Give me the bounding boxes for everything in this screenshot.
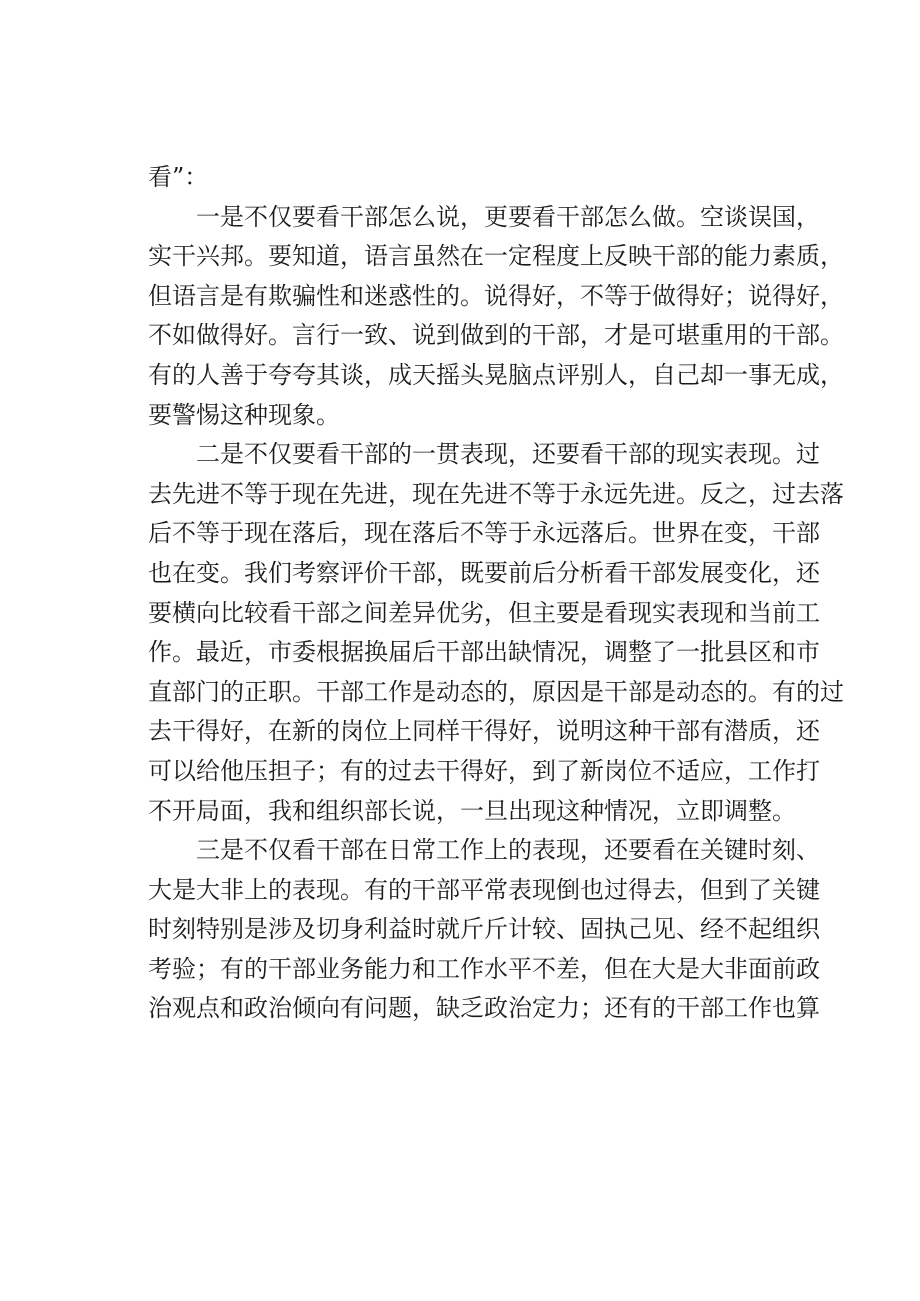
- text-line: 二是不仅要看干部的一贯表现，还要看干部的现实表现。过: [196, 440, 820, 469]
- text-line: 后不等于现在落后，现在落后不等于永远落后。世界在变，干部: [148, 519, 820, 548]
- text-line: 去干得好，在新的岗位上同样干得好，说明这种干部有潜质，还: [148, 717, 820, 746]
- text-line: 治观点和政治倾向有问题，缺乏政治定力；还有的干部工作也算: [148, 994, 820, 1023]
- paragraph-one: [148, 198, 844, 436]
- text-line: 看”：: [148, 163, 209, 191]
- text-line: 作。最近，市委根据换届后干部出缺情况，调整了一批县区和市: [148, 638, 820, 667]
- text-line: 可以给他压担子；有的过去干得好，到了新岗位不适应，工作打: [148, 756, 820, 785]
- text-line: 也在变。我们考察评价干部，既要前后分析看干部发展变化，还: [148, 558, 820, 587]
- text-line: 但语言是有欺骗性和迷惑性的。说得好，不等于做得好；说得好，: [148, 281, 844, 310]
- document-body: [148, 158, 844, 1029]
- text-line: 时刻特别是涉及切身利益时就斤斤计较、固执己见、经不起组织: [148, 915, 820, 944]
- text-line: 要警惕这种现象。: [148, 400, 340, 429]
- text-line: 直部门的正职。干部工作是动态的，原因是干部是动态的。有的过: [148, 677, 844, 706]
- text-line: 不开局面，我和组织部长说，一旦出现这种情况，立即调整。: [148, 796, 796, 825]
- paragraph-two: [148, 435, 844, 831]
- text-line: 不如做得好。言行一致、说到做到的干部，才是可堪重用的干部。: [148, 321, 844, 350]
- text-line: 三是不仅看干部在日常工作上的表现，还要看在关键时刻、: [196, 836, 820, 865]
- paragraph-three: [148, 831, 820, 1029]
- text-line: 去先进不等于现在先进，现在先进不等于永远先进。反之，过去落: [148, 479, 844, 508]
- text-line: 有的人善于夸夸其谈，成天摇头晃脑点评别人，自己却一事无成，: [148, 360, 844, 389]
- text-line: 一是不仅要看干部怎么说，更要看干部怎么做。空谈误国，: [196, 202, 820, 231]
- text-line: 要横向比较看干部之间差异优劣，但主要是看现实表现和当前工: [148, 598, 820, 627]
- text-line: 大是大非上的表现。有的干部平常表现倒也过得去，但到了关键: [148, 875, 820, 904]
- paragraph-heading-tail: [148, 158, 808, 198]
- text-line: 考验；有的干部业务能力和工作水平不差，但在大是大非面前政: [148, 954, 820, 983]
- text-line: 实干兴邦。要知道，语言虽然在一定程度上反映干部的能力素质，: [148, 242, 844, 271]
